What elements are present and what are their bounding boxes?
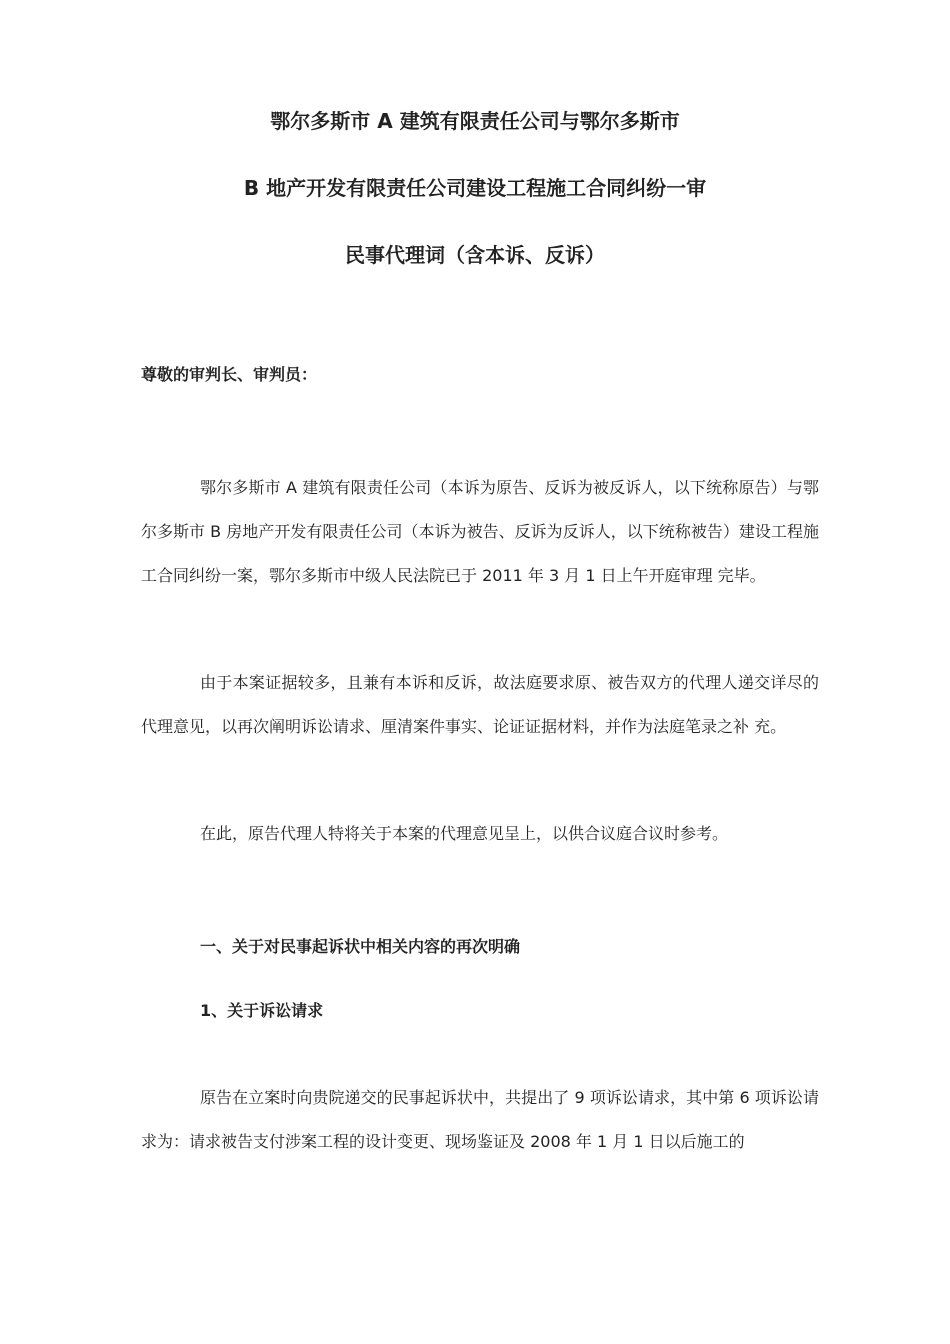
document-title-line-2: B 地产开发有限责任公司建设工程施工合同纠纷一审 [243,176,707,200]
paragraph-case-intro: 鄂尔多斯市 A 建筑有限责任公司（本诉为原告、反诉为被反诉人，以下统称原告）与鄂尔多斯市 B 房地产开发有限责任公司（本诉为被告、反诉为反诉人，以下统称被告）建设工程施工合同纠纷一案，鄂尔多斯市中级人民法院已于 2011 年 3 月 1 日上午开庭审理 完毕。 [141,478,819,585]
subsection-heading: 1、关于诉讼请求 [200,1001,324,1020]
salutation: 尊敬的审判长、审判员： [141,365,318,384]
paragraph-submission: 在此，原告代理人特将关于本案的代理意见呈上，以供合议庭合议时参考。 [200,824,729,843]
section-heading: 一、关于对民事起诉状中相关内容的再次明确 [200,937,521,956]
document-title-line-1: 鄂尔多斯市 A 建筑有限责任公司与鄂尔多斯市 [270,109,680,133]
paragraph-agent-opinion-request: 由于本案证据较多，且兼有本诉和反诉，故法庭要求原、被告双方的代理人递交详尽的代理意见，以再次阐明诉讼请求、厘清案件事实、论证证据材料，并作为法庭笔录之补 充。 [141,673,819,736]
paragraph-claims: 原告在立案时向贵院递交的民事起诉状中，共提出了 9 项诉讼请求，其中第 6 项诉讼请求为：请求被告支付涉案工程的设计变更、现场鉴证及 2008 年 1 月 1 日以后施工的 [141,1088,819,1151]
document-title-line-3: 民事代理词（含本诉、反诉） [345,243,605,267]
